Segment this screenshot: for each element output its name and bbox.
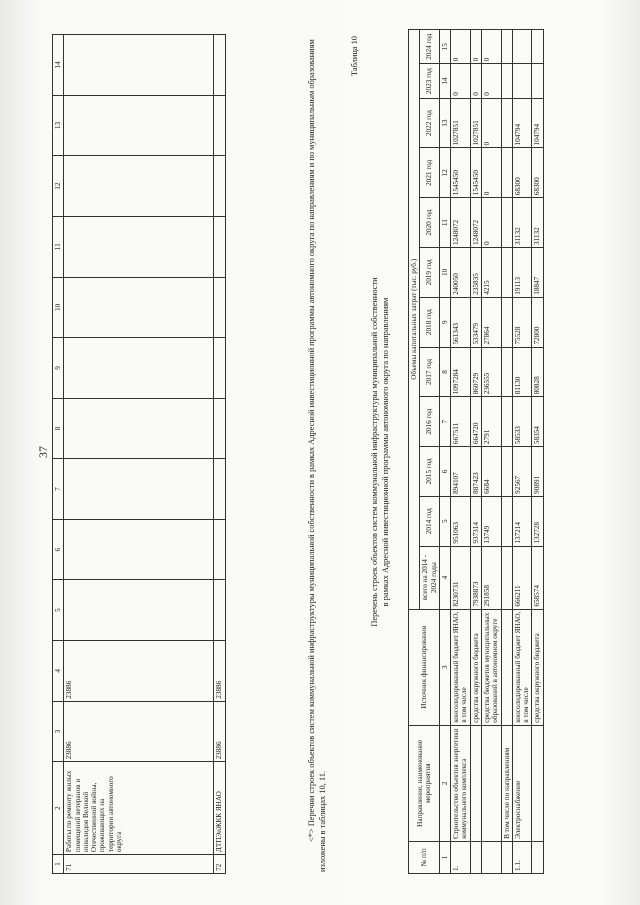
numbering-cell: 2 [439, 725, 450, 841]
value-cell: 72800 [532, 297, 543, 347]
value-cell: 0 [481, 198, 501, 248]
value-cell: 291858 [481, 546, 501, 609]
value-cell [501, 98, 512, 148]
investment-table [408, 29, 544, 874]
table-cell: 23886 [64, 641, 214, 702]
numbering-cell: 11 [439, 198, 450, 248]
value-cell: 13749 [481, 496, 501, 546]
table-cell: ДТПЭиЖКК ЯНАО [214, 762, 225, 855]
continuation-table [52, 34, 226, 874]
value-cell [501, 64, 512, 98]
table-row [512, 30, 532, 874]
header-year: 2023 год [420, 64, 440, 98]
header-year: 2015 год [420, 447, 440, 497]
numbering-cell: 3 [439, 609, 450, 725]
value-cell: 1097284 [451, 347, 471, 397]
table-cell [64, 216, 214, 277]
table-row [481, 30, 501, 874]
value-cell: 664720 [470, 397, 481, 447]
table-row [451, 30, 471, 874]
value-cell [532, 30, 543, 64]
value-cell: 1545450 [470, 148, 481, 198]
table-cell: 23886 [214, 701, 225, 762]
value-cell: 561343 [451, 297, 471, 347]
value-cell: 666211 [512, 546, 532, 609]
numbering-cell: 5 [439, 496, 450, 546]
value-cell: 104794 [512, 98, 532, 148]
table-cell [214, 338, 225, 399]
value-cell: 90891 [532, 447, 543, 497]
page-number: 37 [36, 446, 50, 458]
value-cell: 18847 [532, 248, 543, 298]
value-cell: 240050 [451, 248, 471, 298]
header-year: 2019 год [420, 248, 440, 298]
value-cell: 533479 [470, 297, 481, 347]
header-cell: 4 [53, 641, 64, 702]
table-cell: 71 [64, 855, 214, 874]
value-cell: 951063 [451, 496, 471, 546]
header-np: № п/п [409, 841, 440, 873]
value-cell [501, 347, 512, 397]
table-cell: Работы по ремонту жилых помещений ветеранов и инвалидов Великой Отечественной войны, проживающих на территории автономного округа [64, 762, 214, 855]
value-cell: 658574 [532, 546, 543, 609]
header-total: всего на 2014 - 2024 годы [420, 546, 440, 609]
value-cell [512, 64, 532, 98]
header-cell: 3 [53, 701, 64, 762]
row-source: консолидированный бюджет ЯНАО, в том числе [512, 609, 532, 725]
row-source: средства окружного бюджета [470, 609, 481, 725]
value-cell: 937314 [470, 496, 481, 546]
table-cell [64, 398, 214, 459]
value-cell: 6684 [481, 447, 501, 497]
table-cell [214, 580, 225, 641]
table-cell [214, 35, 225, 96]
row-number [532, 841, 543, 873]
header-year: 2017 год [420, 347, 440, 397]
header-year: 2014 год [420, 496, 440, 546]
header-cell: 9 [53, 338, 64, 399]
numbering-cell: 10 [439, 248, 450, 298]
table-cell: 23886 [214, 641, 225, 702]
row-direction [532, 725, 543, 841]
header-year: 2022 год [420, 98, 440, 148]
table-cell [64, 519, 214, 580]
value-cell: 137214 [512, 496, 532, 546]
value-cell: 0 [481, 30, 501, 64]
value-cell [501, 30, 512, 64]
table-cell [214, 459, 225, 520]
table-cell [214, 156, 225, 217]
table-cell [214, 95, 225, 156]
numbering-cell: 15 [439, 30, 450, 64]
numbering-cell: 12 [439, 148, 450, 198]
table-cell [214, 398, 225, 459]
table-cell [214, 277, 225, 338]
value-cell: 80828 [532, 347, 543, 397]
value-cell: 132728 [532, 496, 543, 546]
row-number: 1. [451, 841, 471, 873]
value-cell: 4215 [481, 248, 501, 298]
numbering-cell: 1 [439, 841, 450, 873]
value-cell: 1248072 [470, 198, 481, 248]
value-cell: 0 [470, 30, 481, 64]
table-title-line: Перечень строек объектов систем коммунальной инфраструктуры муниципальной собственности [370, 277, 379, 627]
value-cell: 75528 [512, 297, 532, 347]
header-year: 2016 год [420, 397, 440, 447]
value-cell: 58533 [512, 397, 532, 447]
table-cell: 23886 [64, 701, 214, 762]
table-cell [64, 156, 214, 217]
header-volumes-group: Объемы капитальных затрат (тыс. руб.) [409, 30, 420, 610]
value-cell: 104794 [532, 98, 543, 148]
value-cell: 68300 [532, 148, 543, 198]
value-cell [501, 546, 512, 609]
value-cell: 0 [451, 30, 471, 64]
row-direction: Электроснабжение [512, 725, 532, 841]
header-year: 2024 год [420, 30, 440, 64]
value-cell: 0 [481, 148, 501, 198]
value-cell: 81130 [512, 347, 532, 397]
value-cell: 7938873 [470, 546, 481, 609]
numbering-cell: 7 [439, 397, 450, 447]
value-cell: 236555 [481, 347, 501, 397]
row-direction [470, 725, 481, 841]
header-cell: 12 [53, 156, 64, 217]
value-cell [501, 496, 512, 546]
value-cell: 0 [481, 64, 501, 98]
header-cell: 13 [53, 95, 64, 156]
table-cell [214, 519, 225, 580]
header-year: 2018 год [420, 297, 440, 347]
row-source [501, 609, 512, 725]
header-cell: 11 [53, 216, 64, 277]
value-cell: 0 [481, 98, 501, 148]
header-row-group [409, 30, 420, 874]
row-direction [481, 725, 501, 841]
value-cell: 31132 [512, 198, 532, 248]
table-cell [64, 580, 214, 641]
table-title-line: в рамках Адресной инвестиционной программы автономного округа по направлениям [380, 297, 390, 607]
table-row [64, 35, 214, 874]
value-cell [501, 198, 512, 248]
table-row [501, 30, 512, 874]
header-year: 2021 год [420, 148, 440, 198]
header-cell: 1 [53, 855, 64, 874]
value-cell: 0 [470, 64, 481, 98]
value-cell: 31132 [532, 198, 543, 248]
numbering-cell: 8 [439, 347, 450, 397]
rotated-page-content [20, 12, 620, 892]
value-cell: 1248072 [451, 198, 471, 248]
table-row [214, 35, 225, 874]
numbering-cell: 14 [439, 64, 450, 98]
table-label: Таблица 10 [350, 36, 359, 77]
table-title [370, 12, 392, 892]
numbering-cell: 13 [439, 98, 450, 148]
value-cell: 1545450 [451, 148, 471, 198]
value-cell [532, 64, 543, 98]
numbering-row [439, 30, 450, 874]
numbering-cell: 9 [439, 297, 450, 347]
numbering-cell: 4 [439, 546, 450, 609]
header-cell: 8 [53, 398, 64, 459]
header-cell: 6 [53, 519, 64, 580]
value-cell [501, 248, 512, 298]
value-cell: 0 [451, 64, 471, 98]
value-cell: 27864 [481, 297, 501, 347]
header-cell: 10 [53, 277, 64, 338]
table-cell [214, 216, 225, 277]
value-cell: 58354 [532, 397, 543, 447]
table-cell [64, 338, 214, 399]
value-cell: 2791 [481, 397, 501, 447]
table-row [532, 30, 543, 874]
table-row [470, 30, 481, 874]
row-number: 1.1. [512, 841, 532, 873]
value-cell: 894107 [451, 447, 471, 497]
row-source: консолидированный бюджет ЯНАО, в том числе [451, 609, 471, 725]
header-cell: 5 [53, 580, 64, 641]
row-direction: В том числе по направлениям [501, 725, 512, 841]
row-number [501, 841, 512, 873]
value-cell: 667511 [451, 397, 471, 447]
row-direction: Строительство объектов энергетики коммунального комплекса [451, 725, 471, 841]
header-year: 2020 год [420, 198, 440, 248]
value-cell [501, 447, 512, 497]
row-source: средства окружного бюджета [532, 609, 543, 725]
table-cell [64, 459, 214, 520]
value-cell [501, 148, 512, 198]
header-cell: 7 [53, 459, 64, 520]
header-cell: 2 [53, 762, 64, 855]
row-number [470, 841, 481, 873]
value-cell [501, 297, 512, 347]
value-cell: 92567 [512, 447, 532, 497]
row-source: средства бюджетов муниципальных образований в автономном округе [481, 609, 501, 725]
table-header-row [53, 35, 64, 874]
row-number [481, 841, 501, 873]
table-cell [64, 277, 214, 338]
value-cell: 235835 [470, 248, 481, 298]
table-cell: 72 [214, 855, 225, 874]
value-cell: 68300 [512, 148, 532, 198]
header-source: Источник финансирования [409, 609, 440, 725]
table-cell [64, 35, 214, 96]
value-cell [512, 30, 532, 64]
header-cell: 14 [53, 35, 64, 96]
value-cell: 1027851 [451, 98, 471, 148]
value-cell: 860729 [470, 347, 481, 397]
numbering-cell: 6 [439, 447, 450, 497]
value-cell: 1027851 [470, 98, 481, 148]
table-cell [64, 95, 214, 156]
value-cell [501, 397, 512, 447]
value-cell: 19113 [512, 248, 532, 298]
value-cell: 8230731 [451, 546, 471, 609]
footnote: <*> Перечни строек объектов систем коммунальной инфраструктуры муниципальной собственности в рамках Адресной инвестиционной программы автономного округа по направлениям и по муниципальным образованиям изложены в таблицах 10, 11. [307, 39, 328, 872]
value-cell: 887423 [470, 447, 481, 497]
header-direction: Направление, наименование мероприятия [409, 725, 440, 841]
